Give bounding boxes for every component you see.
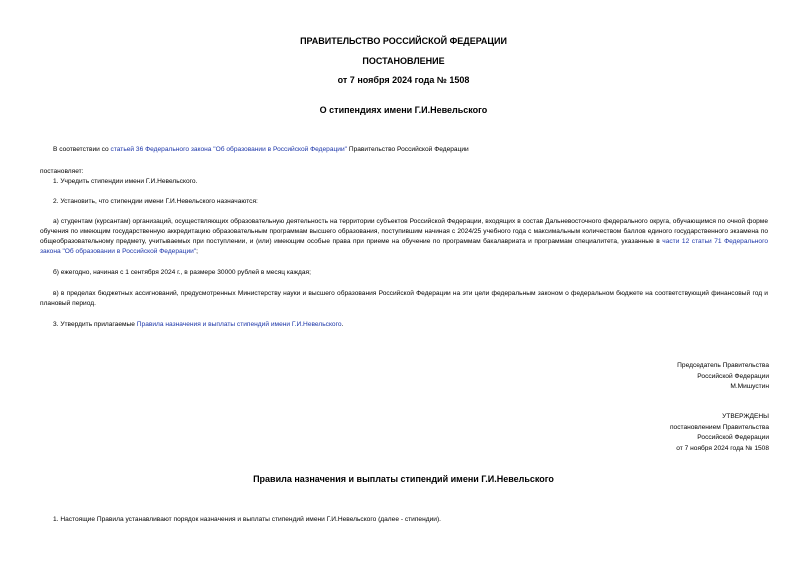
rules-item-1: 1. Настоящие Правила устанавливают порядок назначения и выплаты стипендий имени Г.И.Невельского (далее - стипендии).	[53, 516, 441, 523]
item-2a-text: а) студентам (курсантам) организаций, осуществляющих образовательную деятельность на территории субъектов Российской Федерации, входящих в состав Дальневосточного федерального округа, обучающимся по очной форме обучения по имеющим государственную аккредитацию образовательным программам высшего образования, поступившим начиная с 2024/25 учебного года с максимальным количеством баллов единого государственного экзамена по общеобразовательному предмету, учитываемых при поступлении, и (или) имеющим особые права при приеме на обучение по программам бакалавриата и программам специалитета, указанные в	[40, 218, 768, 245]
item-3	[53, 320, 343, 330]
item-2a-law-link[interactable]: части 12 статьи 71 Федерального закона "Об образовании в Российской Федерации"	[40, 238, 769, 255]
approved-label: УТВЕРЖДЕНЫ	[722, 413, 769, 420]
signature-country: Российской Федерации	[697, 373, 769, 380]
government-heading: ПРАВИТЕЛЬСТВО РОССИЙСКОЙ ФЕДЕРАЦИИ	[300, 36, 507, 46]
item-2a	[40, 217, 768, 257]
preamble-law-link[interactable]: статьей 36 Федерального закона "Об образовании в Российской Федерации"	[110, 146, 348, 153]
approved-date: от 7 ноября 2024 года № 1508	[676, 445, 769, 452]
item-2v: в) в пределах бюджетных ассигнований, предусмотренных Министерству науки и высшего образования Российской Федерации на эти цели федеральным законом о федеральном бюджете на соответствующий финансовый год и плановый период.	[40, 290, 768, 307]
item-2b: б) ежегодно, начиная с 1 сентября 2024 г., в размере 30000 рублей в месяц каждая;	[53, 269, 311, 276]
decrees-text: постановляет:	[40, 168, 84, 175]
item-2a-end: ;	[196, 248, 199, 255]
rules-title: Правила назначения и выплаты стипендий имени Г.И.Невельского	[253, 474, 554, 484]
preamble-prefix: В соответствии со	[53, 146, 111, 153]
preamble	[53, 145, 469, 155]
approved-by: постановлением Правительства	[669, 424, 769, 431]
item-2: 2. Установить, что стипендии имени Г.И.Невельского назначаются:	[53, 198, 258, 205]
signature-name: М.Мишустин	[730, 383, 769, 390]
item-3-end: .	[341, 321, 344, 328]
item-3-prefix: 3. Утвердить прилагаемые	[53, 321, 137, 328]
date-number-heading: от 7 ноября 2024 года № 1508	[337, 75, 470, 85]
rules-link[interactable]: Правила назначения и выплаты стипендий имени Г.И.Невельского	[136, 321, 342, 328]
document-title: О стипендиях имени Г.И.Невельского	[319, 105, 488, 115]
item-1: 1. Учредить стипендии имени Г.И.Невельского.	[53, 178, 198, 185]
approved-country: Российской Федерации	[697, 434, 769, 441]
preamble-suffix: Правительство Российской Федерации	[347, 146, 469, 153]
doc-type-heading: ПОСТАНОВЛЕНИЕ	[362, 56, 445, 66]
signature-position: Председатель Правительства	[677, 362, 769, 369]
